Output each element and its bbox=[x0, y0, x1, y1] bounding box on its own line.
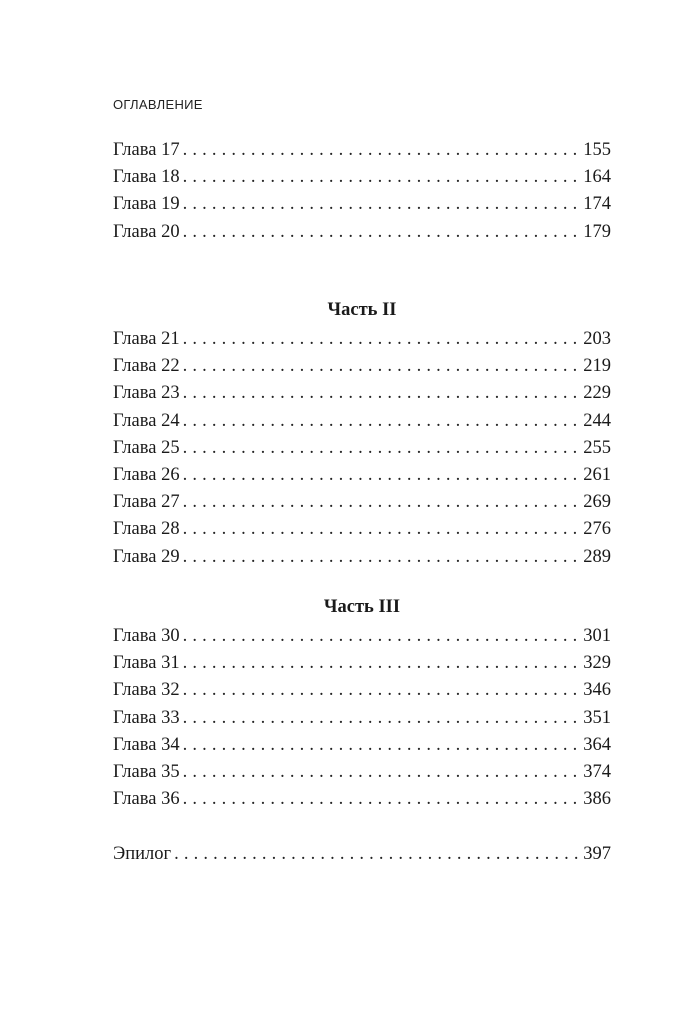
leader-dots bbox=[183, 326, 583, 353]
toc-entry[interactable] bbox=[113, 705, 611, 732]
entry-page: 364 bbox=[583, 734, 611, 755]
entry-label: Глава 18 bbox=[113, 167, 180, 188]
entry-label: Глава 31 bbox=[113, 653, 180, 674]
toc-entry[interactable] bbox=[113, 219, 611, 246]
toc-group-epilogue bbox=[113, 841, 611, 868]
entry-page: 155 bbox=[583, 140, 611, 160]
entry-page: 397 bbox=[583, 844, 611, 864]
leader-dots bbox=[183, 732, 583, 759]
entry-page: 374 bbox=[583, 761, 611, 782]
entry-page: 174 bbox=[583, 194, 611, 215]
entry-page: 301 bbox=[583, 626, 611, 646]
entry-page: 289 bbox=[583, 546, 611, 567]
leader-dots bbox=[183, 353, 583, 380]
toc-entry[interactable] bbox=[113, 759, 611, 786]
entry-label: Глава 30 bbox=[113, 626, 180, 646]
entry-label: Глава 25 bbox=[113, 437, 180, 458]
toc-entry[interactable] bbox=[113, 544, 611, 571]
entry-page: 219 bbox=[583, 356, 611, 377]
entry-page: 255 bbox=[583, 437, 611, 458]
entry-label: Глава 21 bbox=[113, 329, 180, 349]
entry-label: Глава 34 bbox=[113, 734, 180, 755]
entry-label: Глава 35 bbox=[113, 761, 180, 782]
entry-page: 329 bbox=[583, 653, 611, 674]
part-title: Часть II bbox=[327, 300, 397, 320]
leader-dots bbox=[183, 137, 583, 164]
leader-dots bbox=[183, 623, 583, 650]
entry-page: 164 bbox=[583, 167, 611, 188]
toc-group-part3 bbox=[113, 623, 611, 813]
toc-entry[interactable] bbox=[113, 326, 611, 353]
leader-dots bbox=[183, 489, 583, 516]
entry-label: Глава 36 bbox=[113, 789, 180, 810]
leader-dots bbox=[183, 786, 583, 813]
toc-entry[interactable] bbox=[113, 408, 611, 435]
entry-label: Глава 20 bbox=[113, 221, 180, 242]
entry-label: Глава 27 bbox=[113, 492, 180, 513]
entry-label: Глава 19 bbox=[113, 194, 180, 215]
leader-dots bbox=[183, 164, 583, 191]
leader-dots bbox=[183, 435, 583, 462]
entry-label: Глава 26 bbox=[113, 464, 180, 485]
leader-dots bbox=[183, 219, 583, 246]
entry-page: 276 bbox=[583, 519, 611, 540]
leader-dots bbox=[183, 544, 583, 571]
leader-dots bbox=[183, 759, 583, 786]
toc-entry[interactable] bbox=[113, 462, 611, 489]
toc-entry[interactable] bbox=[113, 489, 611, 516]
leader-dots bbox=[183, 191, 583, 218]
leader-dots bbox=[183, 380, 583, 407]
toc-entry[interactable] bbox=[113, 435, 611, 462]
leader-dots bbox=[183, 650, 583, 677]
entry-label: Глава 33 bbox=[113, 707, 180, 728]
leader-dots bbox=[183, 516, 583, 543]
entry-label: Глава 32 bbox=[113, 680, 180, 701]
entry-page: 179 bbox=[583, 221, 611, 242]
toc-entry[interactable] bbox=[113, 623, 611, 650]
entry-page: 269 bbox=[583, 492, 611, 513]
toc-group-part2 bbox=[113, 326, 611, 571]
leader-dots bbox=[183, 408, 583, 435]
entry-label: Глава 29 bbox=[113, 546, 180, 567]
toc-entry[interactable] bbox=[113, 353, 611, 380]
entry-label: Эпилог bbox=[113, 844, 172, 864]
entry-page: 386 bbox=[583, 789, 611, 810]
leader-dots bbox=[183, 462, 583, 489]
toc-entry[interactable] bbox=[113, 380, 611, 407]
toc-group-1 bbox=[113, 137, 611, 246]
entry-page: 351 bbox=[583, 707, 611, 728]
leader-dots bbox=[183, 705, 583, 732]
entry-label: Глава 23 bbox=[113, 383, 180, 404]
entry-page: 261 bbox=[583, 464, 611, 485]
entry-label: Глава 22 bbox=[113, 356, 180, 377]
entry-label: Глава 17 bbox=[113, 140, 180, 160]
toc-entry[interactable] bbox=[113, 650, 611, 677]
toc-entry[interactable] bbox=[113, 516, 611, 543]
entry-label: Глава 24 bbox=[113, 410, 180, 431]
toc-entry[interactable] bbox=[113, 164, 611, 191]
toc-entry-epilogue[interactable] bbox=[113, 841, 611, 868]
entry-page: 244 bbox=[583, 410, 611, 431]
running-head: ОГЛАВЛЕНИЕ bbox=[113, 97, 203, 112]
entry-label: Глава 28 bbox=[113, 519, 180, 540]
entry-page: 346 bbox=[583, 680, 611, 701]
leader-dots bbox=[183, 677, 583, 704]
toc-entry[interactable] bbox=[113, 786, 611, 813]
leader-dots bbox=[174, 841, 582, 868]
toc-entry[interactable] bbox=[113, 732, 611, 759]
toc-entry[interactable] bbox=[113, 191, 611, 218]
toc-entry[interactable] bbox=[113, 677, 611, 704]
part-title: Часть III bbox=[323, 597, 401, 617]
toc-entry[interactable] bbox=[113, 137, 611, 164]
entry-page: 203 bbox=[583, 329, 611, 349]
entry-page: 229 bbox=[583, 383, 611, 404]
